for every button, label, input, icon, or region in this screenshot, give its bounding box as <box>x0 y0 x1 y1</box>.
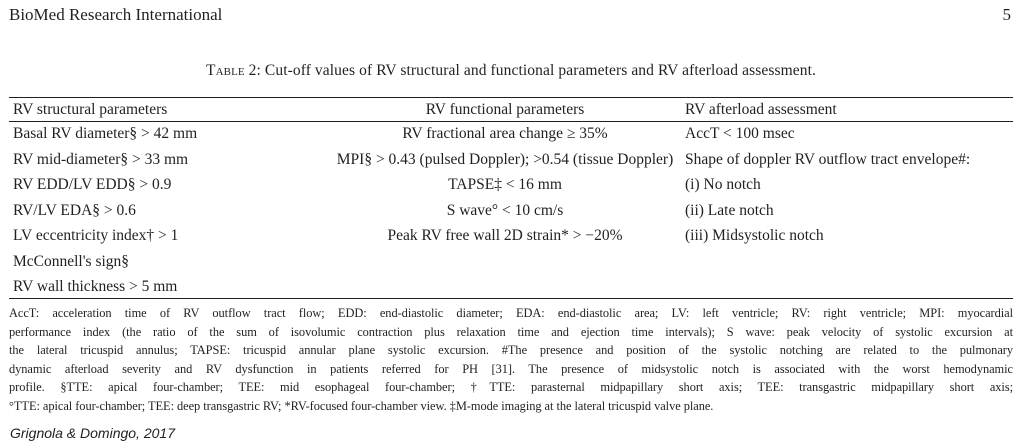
footnote-line: the lateral tricuspid annulus; TAPSE: tricuspid annular plane systolic excursion. #The presence and position of the systolic notching are related to the pulmonary <box>9 343 1013 358</box>
footnote-line: °TTE: apical four-chamber; TEE: deep transgastric RV; *RV-focused four-chamber view. ‡M-mode imaging at the lateral tricuspid valve plane. <box>9 398 714 413</box>
caption-text: : Cut-off values of RV structural and functional parameters and RV afterload assessment. <box>256 62 816 79</box>
table-cell: MPI§ > 0.43 (pulsed Doppler); >0.54 (tissue Doppler) <box>336 150 674 168</box>
table-cell: McConnell's sign§ <box>13 252 130 270</box>
structural-column <box>13 99 197 301</box>
table-cell: S wave° < 10 cm/s <box>446 201 564 219</box>
table-cell: TAPSE‡ < 16 mm <box>448 176 562 193</box>
table-cell: RV/LV EDA§ > 0.6 <box>13 201 136 219</box>
table-cell: LV eccentricity index† > 1 <box>13 227 179 244</box>
table-cell: RV EDD/LV EDD§ > 0.9 <box>13 176 172 193</box>
table-label: Table 2 <box>206 62 257 79</box>
functional-column <box>330 99 680 250</box>
table-footnotes <box>9 304 1013 416</box>
footnote-line: profile. §TTE: apical four-chamber; TEE: mid esophageal four-chamber; †TTE: parasternal midpapillary short axis; TEE: transgastric midpapillary short axis; <box>9 380 1013 395</box>
column-header-afterload: RV afterload assessment <box>685 101 837 118</box>
table-cell: (iii) Midsystolic notch <box>685 227 824 244</box>
footnote-line: dynamic afterload severity and RV dysfunction in patients referred for PH [31]. The presence of midsystolic notch is associated with the worst hemodynamic <box>9 361 1013 376</box>
table-cell: AccT < 100 msec <box>685 125 795 142</box>
table-cell: (ii) Late notch <box>685 201 774 219</box>
table-cell: (i) No notch <box>685 176 761 193</box>
table-cell: RV mid-diameter§ > 33 mm <box>13 150 189 168</box>
table-caption <box>0 62 1022 80</box>
journal-title: BioMed Research International <box>9 5 223 24</box>
table-cell: Peak RV free wall 2D strain* > −20% <box>387 227 623 244</box>
table-cell: Basal RV diameter§ > 42 mm <box>13 125 198 142</box>
table-cell: Shape of doppler RV outflow tract envelope#: <box>685 150 971 168</box>
afterload-column <box>685 99 970 250</box>
footnote-line: performance index (the ratio of the sum of isovolumic contraction plus relaxation time and ejection time intervals); S wave: peak velocity of systolic excursion at <box>9 324 1013 339</box>
page-number: 5 <box>1002 5 1011 24</box>
table-cell: RV wall thickness > 5 mm <box>13 278 178 295</box>
table-cell: RV fractional area change ≥ 35% <box>402 125 608 142</box>
table-top-rule <box>9 97 1013 98</box>
column-header-structural: RV structural parameters <box>13 101 168 118</box>
footnote-line: AccT: acceleration time of RV outflow tract flow; EDD: end-diastolic diameter; EDA: end-diastolic area; LV: left ventricle; RV: right ventricle; MPI: myocardial <box>9 306 1013 320</box>
column-header-functional: RV functional parameters <box>425 101 585 118</box>
running-header <box>9 4 1011 26</box>
source-credit: Grignola & Domingo, 2017 <box>10 425 175 441</box>
